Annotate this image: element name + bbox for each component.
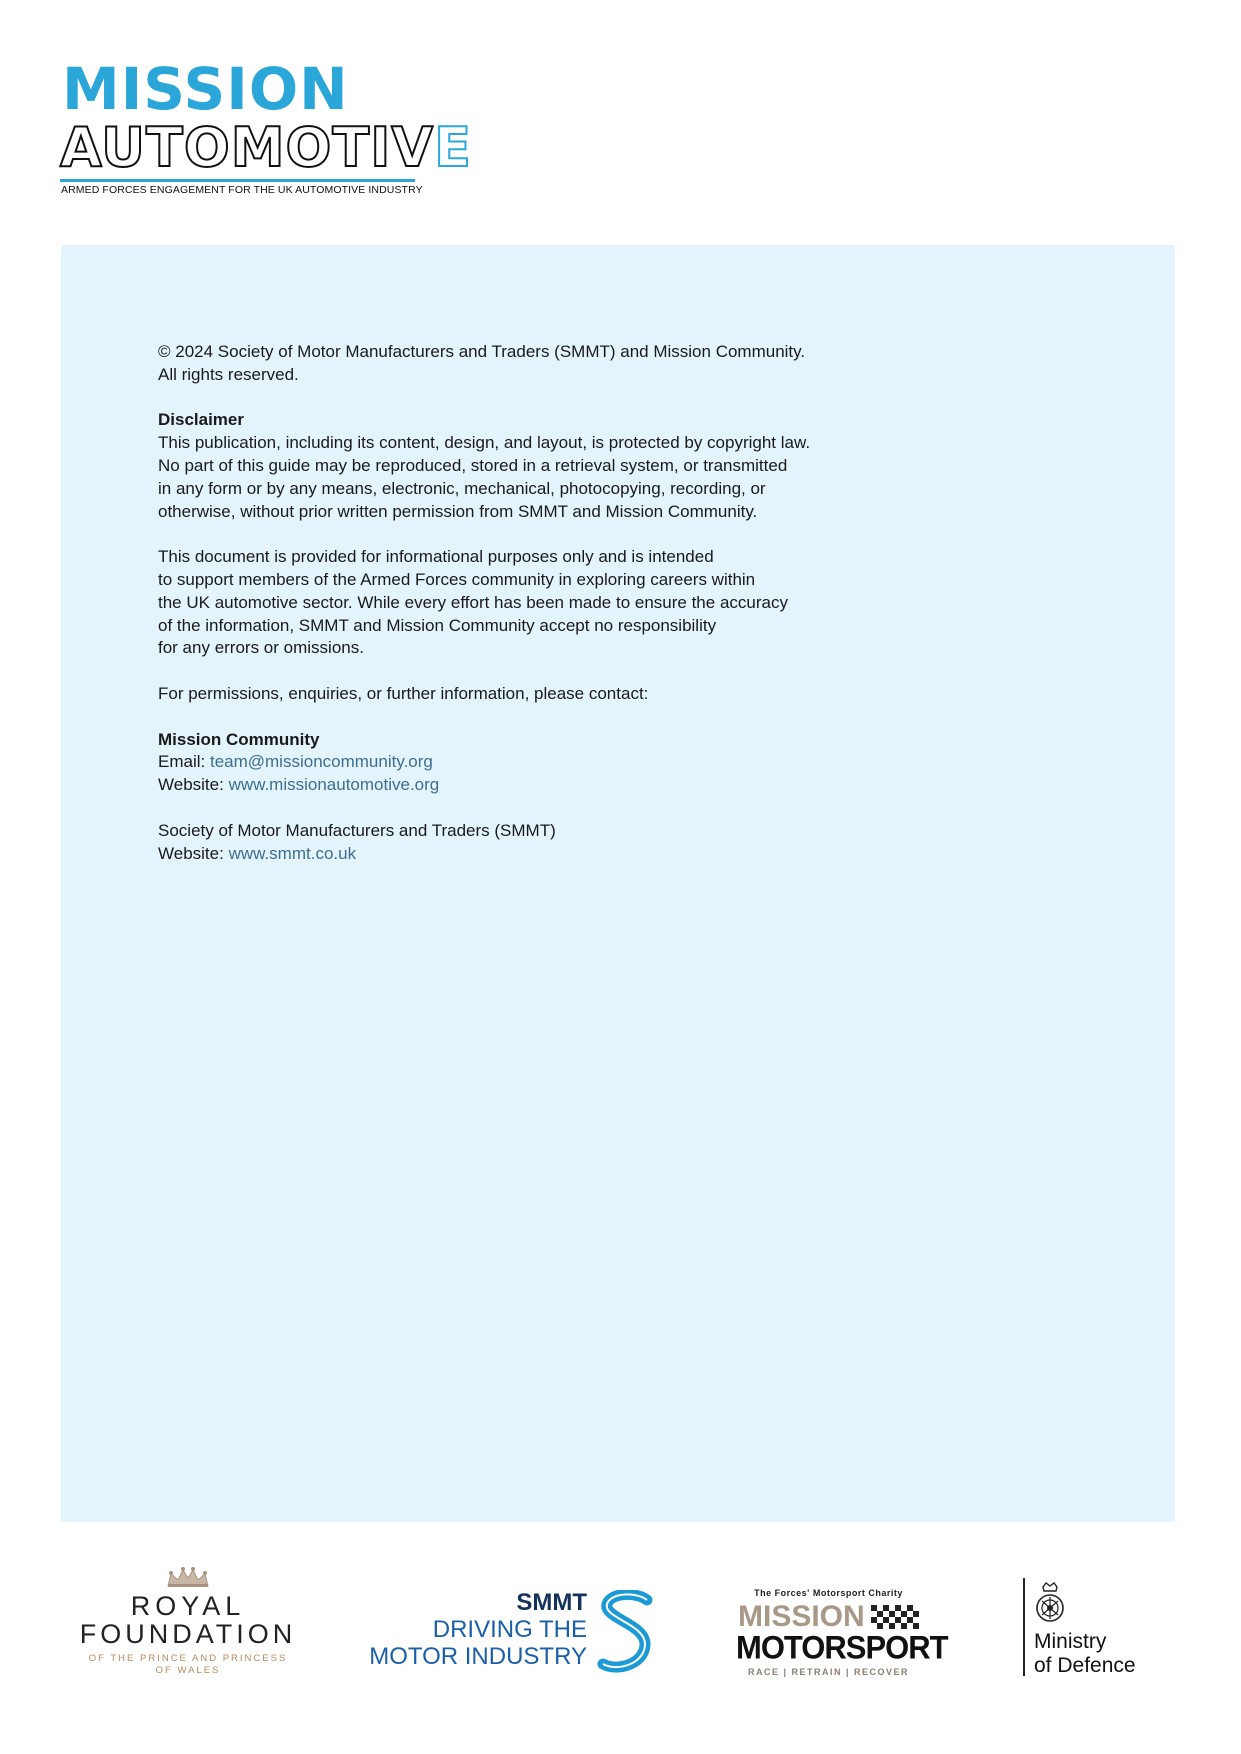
disclaimer-line: in any form or by any means, electronic, mechanical, photocopying, recording, or: [158, 478, 766, 498]
purpose-line: for any errors or omissions.: [158, 638, 364, 658]
smmt-name: Society of Motor Manufacturers and Traders (SMMT): [158, 820, 556, 840]
mm-tagline: RACE | RETRAIN | RECOVER: [747, 1667, 910, 1677]
smmt-logo-name: SMMT: [516, 1589, 587, 1616]
logo-mission-text: MISSION: [62, 55, 349, 123]
royal-foundation-logo: [78, 1566, 298, 1681]
disclaimer-line: No part of this guide may be reproduced, stored in a retrieval system, or transmitted: [158, 455, 788, 475]
mission-community-email-row: [158, 751, 918, 774]
purpose-line: the UK automotive sector. While every effort has been made to ensure the accuracy: [158, 592, 788, 612]
rf-subtitle-1: OF THE PRINCE AND PRINCESS: [88, 1653, 288, 1664]
email-label: Email:: [158, 752, 210, 772]
mod-line1: Ministry: [1034, 1630, 1107, 1653]
purpose-line: to support members of the Armed Forces community in exploring careers within: [158, 569, 756, 589]
disclaimer-line: otherwise, without prior written permission from SMMT and Mission Community.: [158, 501, 758, 521]
crown-icon: [165, 1566, 211, 1588]
content-panel: [61, 245, 1175, 1522]
ministry-of-defence-logo: [1023, 1578, 1173, 1683]
mod-divider: [1023, 1578, 1025, 1676]
smmt-logo-line1: DRIVING THE: [432, 1616, 587, 1643]
mission-motorsport-logo: [736, 1588, 948, 1680]
email-link[interactable]: team@missioncommunity.org: [209, 752, 433, 772]
logo-underline: [60, 179, 415, 182]
purpose-line: of the information, SMMT and Mission Community accept no responsibility: [158, 615, 717, 635]
mod-line2: of Defence: [1034, 1654, 1136, 1677]
disclaimer-line: This publication, including its content, design, and layout, is protected by copyright law.: [158, 433, 811, 453]
smmt-logo-line2: MOTOR INDUSTRY: [369, 1643, 587, 1670]
website-label: Website:: [158, 775, 229, 795]
mod-crest-icon: [1033, 1581, 1067, 1625]
logo-automotive-accent: E: [434, 116, 472, 179]
chequered-flag-icon: [871, 1605, 919, 1629]
smmt-website-row: [158, 843, 918, 866]
mission-website-link[interactable]: www.missionautomotive.org: [228, 775, 440, 795]
disclaimer-heading: Disclaimer: [158, 410, 244, 430]
rights-line: All rights reserved.: [158, 364, 299, 384]
logo-automotive-main: AUTOMOTIV: [60, 116, 435, 179]
mm-charity-text: The Forces' Motorsport Charity: [754, 1588, 903, 1598]
mod-text: [1034, 1630, 1136, 1678]
mission-community-name: Mission Community: [158, 729, 320, 749]
mission-community-website-row: [158, 774, 918, 797]
copyright-line: © 2024 Society of Motor Manufacturers and Traders (SMMT) and Mission Community.: [158, 342, 806, 361]
mission-automotive-logo: [60, 55, 472, 200]
smmt-s-icon: [597, 1590, 655, 1674]
website-label: Website:: [158, 843, 229, 863]
smmt-logo: [369, 1589, 655, 1680]
purpose-line: This document is provided for informational purposes only and is intended: [158, 547, 714, 567]
mm-mission-text: MISSION: [738, 1600, 865, 1633]
mm-motorsport-text: MOTORSPORT: [736, 1629, 948, 1666]
content-body: [158, 341, 918, 865]
mm-mission-row: [736, 1602, 921, 1632]
rf-subtitle-2: OF WALES: [155, 1665, 221, 1676]
smmt-logo-text: [369, 1590, 587, 1670]
logo-automotive-text: [60, 118, 472, 178]
rf-foundation-text: FOUNDATION: [79, 1619, 297, 1649]
logo-tagline: ARMED FORCES ENGAGEMENT FOR THE UK AUTOMOTIVE INDUSTRY: [61, 184, 423, 196]
smmt-website-link[interactable]: www.smmt.co.uk: [228, 843, 357, 863]
rf-royal-text: ROYAL: [130, 1591, 246, 1621]
contact-intro: For permissions, enquiries, or further information, please contact:: [158, 683, 649, 703]
